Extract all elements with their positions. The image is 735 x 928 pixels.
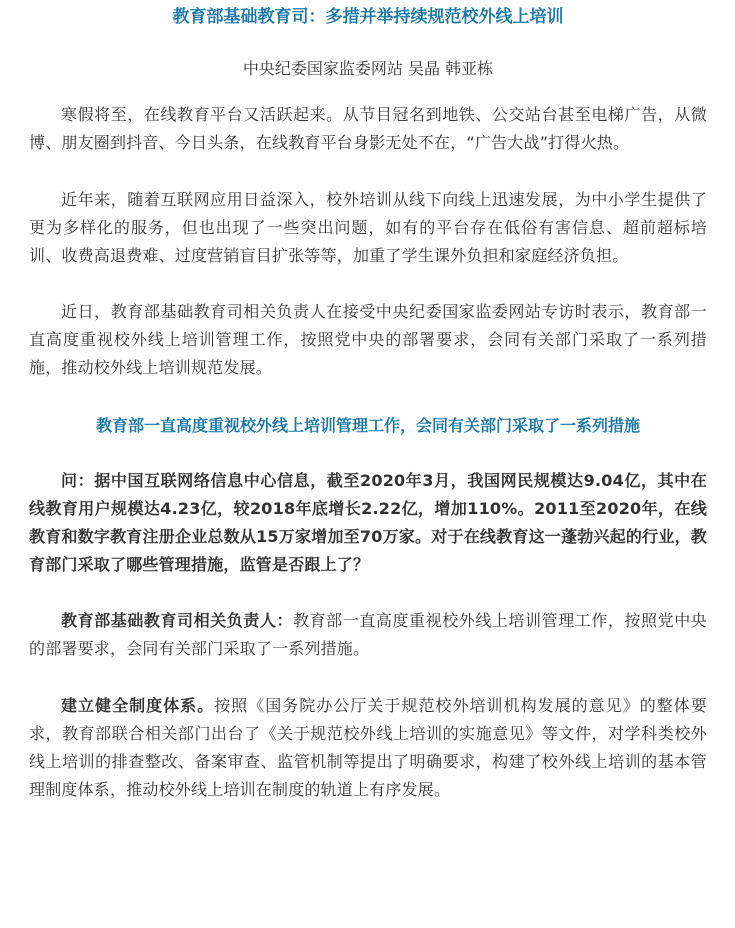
section-heading: 教育部一直高度重视校外线上培训管理工作，会同有关部门采取了一系列措施 bbox=[95, 416, 640, 435]
measure-paragraph bbox=[29, 692, 707, 804]
intro-paragraph: 寒假将至，在线教育平台又活跃起来。从节目冠名到地铁、公交站台甚至电梯广告，从微博、朋友圈到抖音、今日头条，在线教育平台身影无处不在，“广告大战”打得火热。 bbox=[29, 105, 707, 152]
interview-answer bbox=[29, 607, 707, 663]
answer-text: 教育部一直高度重视校外线上培训管理工作，按照党中央的部署要求，会同有关部门采取了一系列措施。 bbox=[29, 611, 707, 658]
interview-question: 问：据中国互联网络信息中心信息，截至2020年3月，我国网民规模达9.04亿，其中在线教育用户规模达4.23亿，较2018年底增长2.22亿，增加110%。2011至2020年，在线教育和数字教育注册企业总数从15万家增加至70万家。对于在线教育这一蓬勃兴起的行业，教育部门采取了哪些管理措施，监管是否跟上了？ bbox=[29, 471, 707, 574]
background-paragraph: 近年来，随着互联网应用日益深入，校外培训从线下向线上迅速发展，为中小学生提供了更为多样化的服务，但也出现了一些突出问题，如有的平台存在低俗有害信息、超前超标培训、收费高退费难、过度营销盲目扩张等等，加重了学生课外负担和家庭经济负担。 bbox=[29, 190, 707, 265]
article-title: 教育部基础教育司：多措并举持续规范校外线上培训 bbox=[172, 7, 564, 27]
answer-speaker: 教育部基础教育司相关负责人： bbox=[61, 611, 294, 630]
measure-lead: 建立健全制度体系。 bbox=[61, 696, 215, 715]
statement-paragraph: 近日，教育部基础教育司相关负责人在接受中央纪委国家监委网站专访时表示，教育部一直高度重视校外线上培训管理工作，按照党中央的部署要求，会同有关部门采取了一系列措施，推动校外线上培训规范发展。 bbox=[29, 302, 707, 377]
article-byline: 中央纪委国家监委网站 吴晶 韩亚栋 bbox=[242, 59, 494, 78]
measure-text: 按照《国务院办公厅关于规范校外培训机构发展的意见》的整体要求，教育部联合相关部门出台了《关于规范校外线上培训的实施意见》等文件，对学科类校外线上培训的排查整改、备案审查、监管机制等提出了明确要求，构建了校外线上培训的基本管理制度体系，推动校外线上培训在制度的轨道上有序发展。 bbox=[29, 696, 707, 799]
